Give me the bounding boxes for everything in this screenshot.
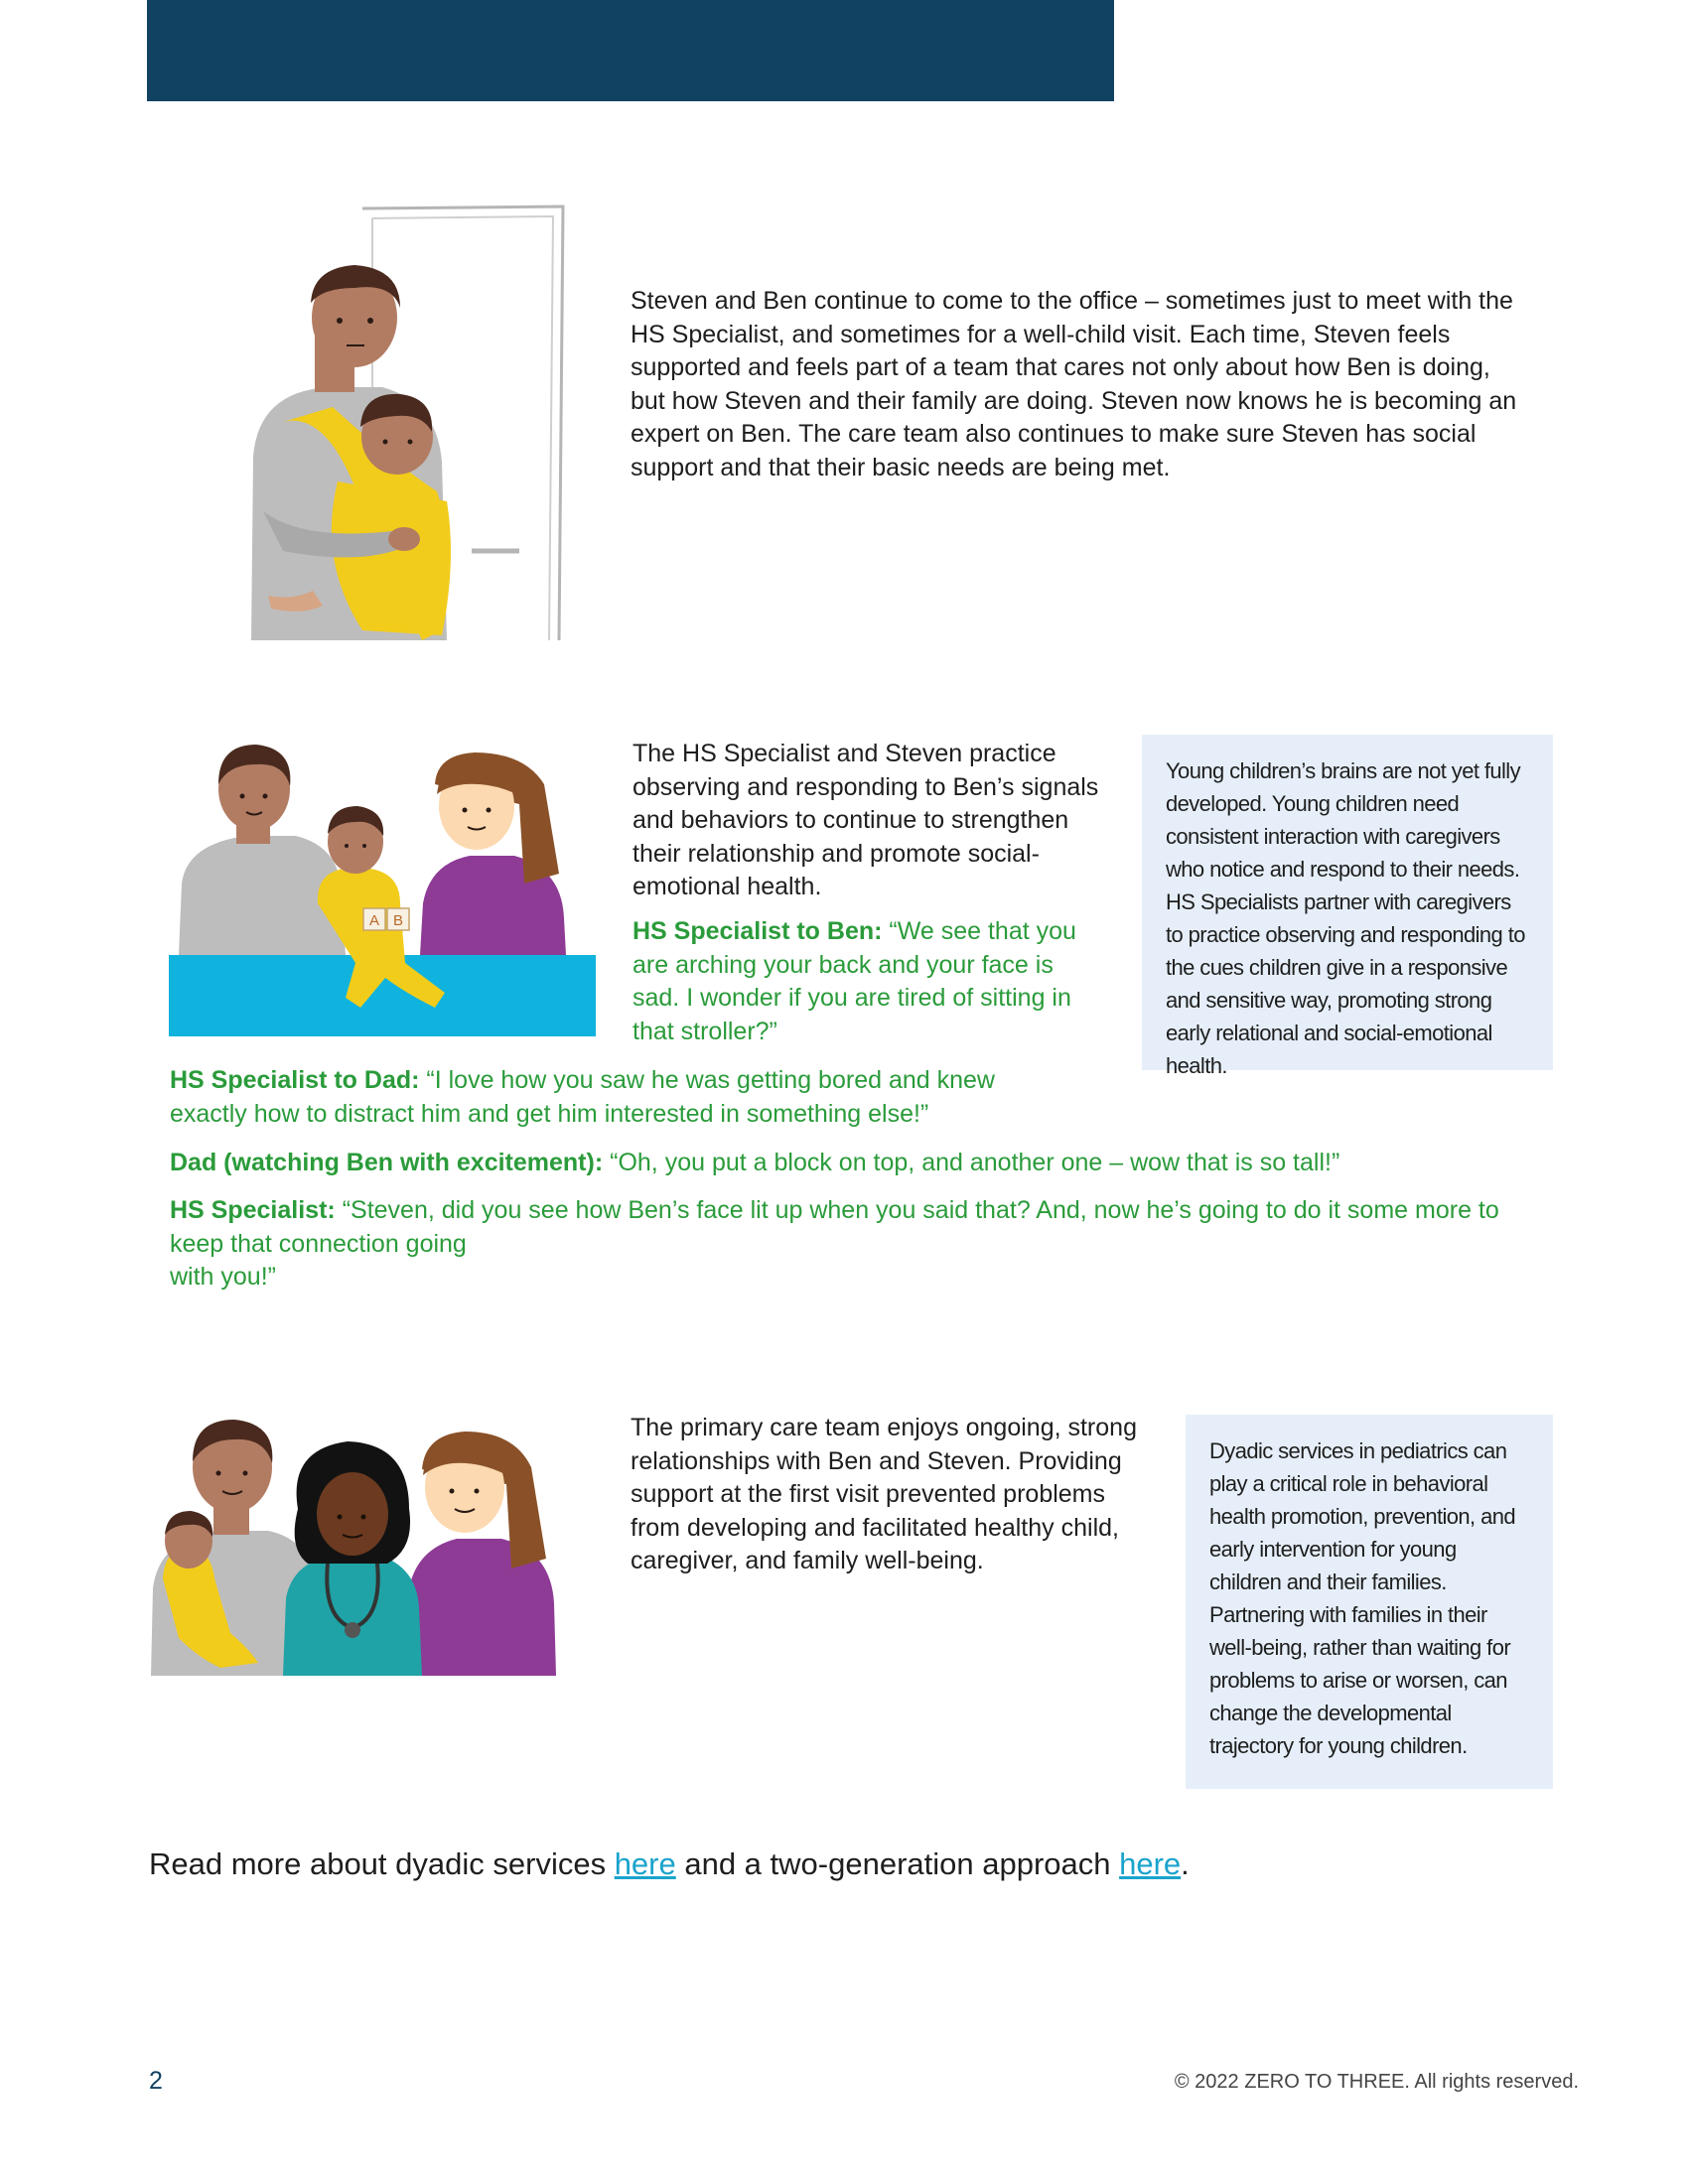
dialog-quote-end: with you!” xyxy=(170,1263,276,1291)
header-bar xyxy=(147,0,1114,101)
dialog-speaker: HS Specialist to Ben: xyxy=(633,917,883,945)
section2-paragraph xyxy=(633,738,1099,904)
dialog-specialist-to-ben xyxy=(633,915,1099,1048)
sidebar-brain-development xyxy=(1142,735,1553,1078)
dialog-quote: “I love how you saw he was getting bored and knew exactly how to distract him and get him interested in something else!” xyxy=(170,1066,995,1128)
read-more-text-middle: and a two-generation approach xyxy=(675,1846,1120,1881)
dialog-quote: “Steven, did you see how Ben’s face lit up when you said that? And, now he’s going to do it some more to keep that connection going xyxy=(170,1196,1499,1258)
dialog-quote: “Oh, you put a block on top, and another one – wow that is so tall!” xyxy=(610,1149,1340,1176)
sidebar-text: Dyadic services in pediatrics can play a critical role in behavioral health promotion, prevention, and early intervention for young children and their families. Partnering with families in their well-being, rather than waiting for problems to arise or worsen, can change the developmental trajectory for young children. xyxy=(1209,1438,1515,1758)
section2-text: The HS Specialist and Steven practice observing and responding to Ben’s signals and behaviors to continue to strengthen their relationship and promote social-emotional health. xyxy=(633,740,1099,900)
section3-paragraph xyxy=(631,1412,1152,1578)
dialog-dad-excitement xyxy=(170,1147,1560,1180)
dad-holding-baby-illustration xyxy=(243,204,571,645)
read-more-text: Read more about dyadic services xyxy=(149,1846,615,1881)
page-number: 2 xyxy=(149,2067,163,2095)
sidebar-text: Young children’s brains are not yet fully developed. Young children need consistent interaction with caregivers who notice and respond to their needs. HS Specialists partner with caregivers to practice observing and responding to the cues children give in a responsive and sensitive way, promoting strong early relational and social-emotional health. xyxy=(1166,758,1525,1078)
dialog-quote: “We see that you are arching your back and your face is sad. I wonder if you are tired of sitting in that stroller?” xyxy=(633,917,1076,1045)
block-letter-a: A xyxy=(368,912,380,929)
section1-paragraph xyxy=(631,285,1529,484)
read-more-period: . xyxy=(1181,1846,1190,1881)
family-with-specialist-illustration xyxy=(167,725,599,1037)
dialog-speaker: HS Specialist: xyxy=(170,1196,336,1224)
dyadic-services-link[interactable]: here xyxy=(614,1846,676,1881)
dialog-speaker: HS Specialist to Dad: xyxy=(170,1066,420,1094)
dialog-specialist-to-dad xyxy=(170,1064,1063,1131)
read-more-line xyxy=(149,1846,1190,1882)
section3-text: The primary care team enjoys ongoing, strong relationships with Ben and Steven. Providing support at the first visit prevented problems from developing and facilitated healthy child, caregiver, and family well-being. xyxy=(631,1414,1137,1574)
copyright-notice: © 2022 ZERO TO THREE. All rights reserved. xyxy=(1174,2071,1579,2093)
two-generation-link[interactable]: here xyxy=(1119,1846,1182,1881)
section1-text: Steven and Ben continue to come to the office – sometimes just to meet with the HS Specialist, and sometimes for a well-child visit. Each time, Steven feels supported and feels part of a team that cares not only about how Ben is doing, but how Steven and their family are doing. Steven now knows he is becoming an expert on Ben. The care team also continues to make sure Steven has social support and that their basic needs are being met. xyxy=(631,287,1517,481)
sidebar-dyadic-services xyxy=(1186,1415,1553,1789)
dialog-speaker: Dad (watching Ben with excitement): xyxy=(170,1149,604,1176)
care-team-illustration xyxy=(149,1380,571,1678)
block-letter-b: B xyxy=(392,912,404,929)
dialog-specialist-steven xyxy=(170,1194,1500,1295)
